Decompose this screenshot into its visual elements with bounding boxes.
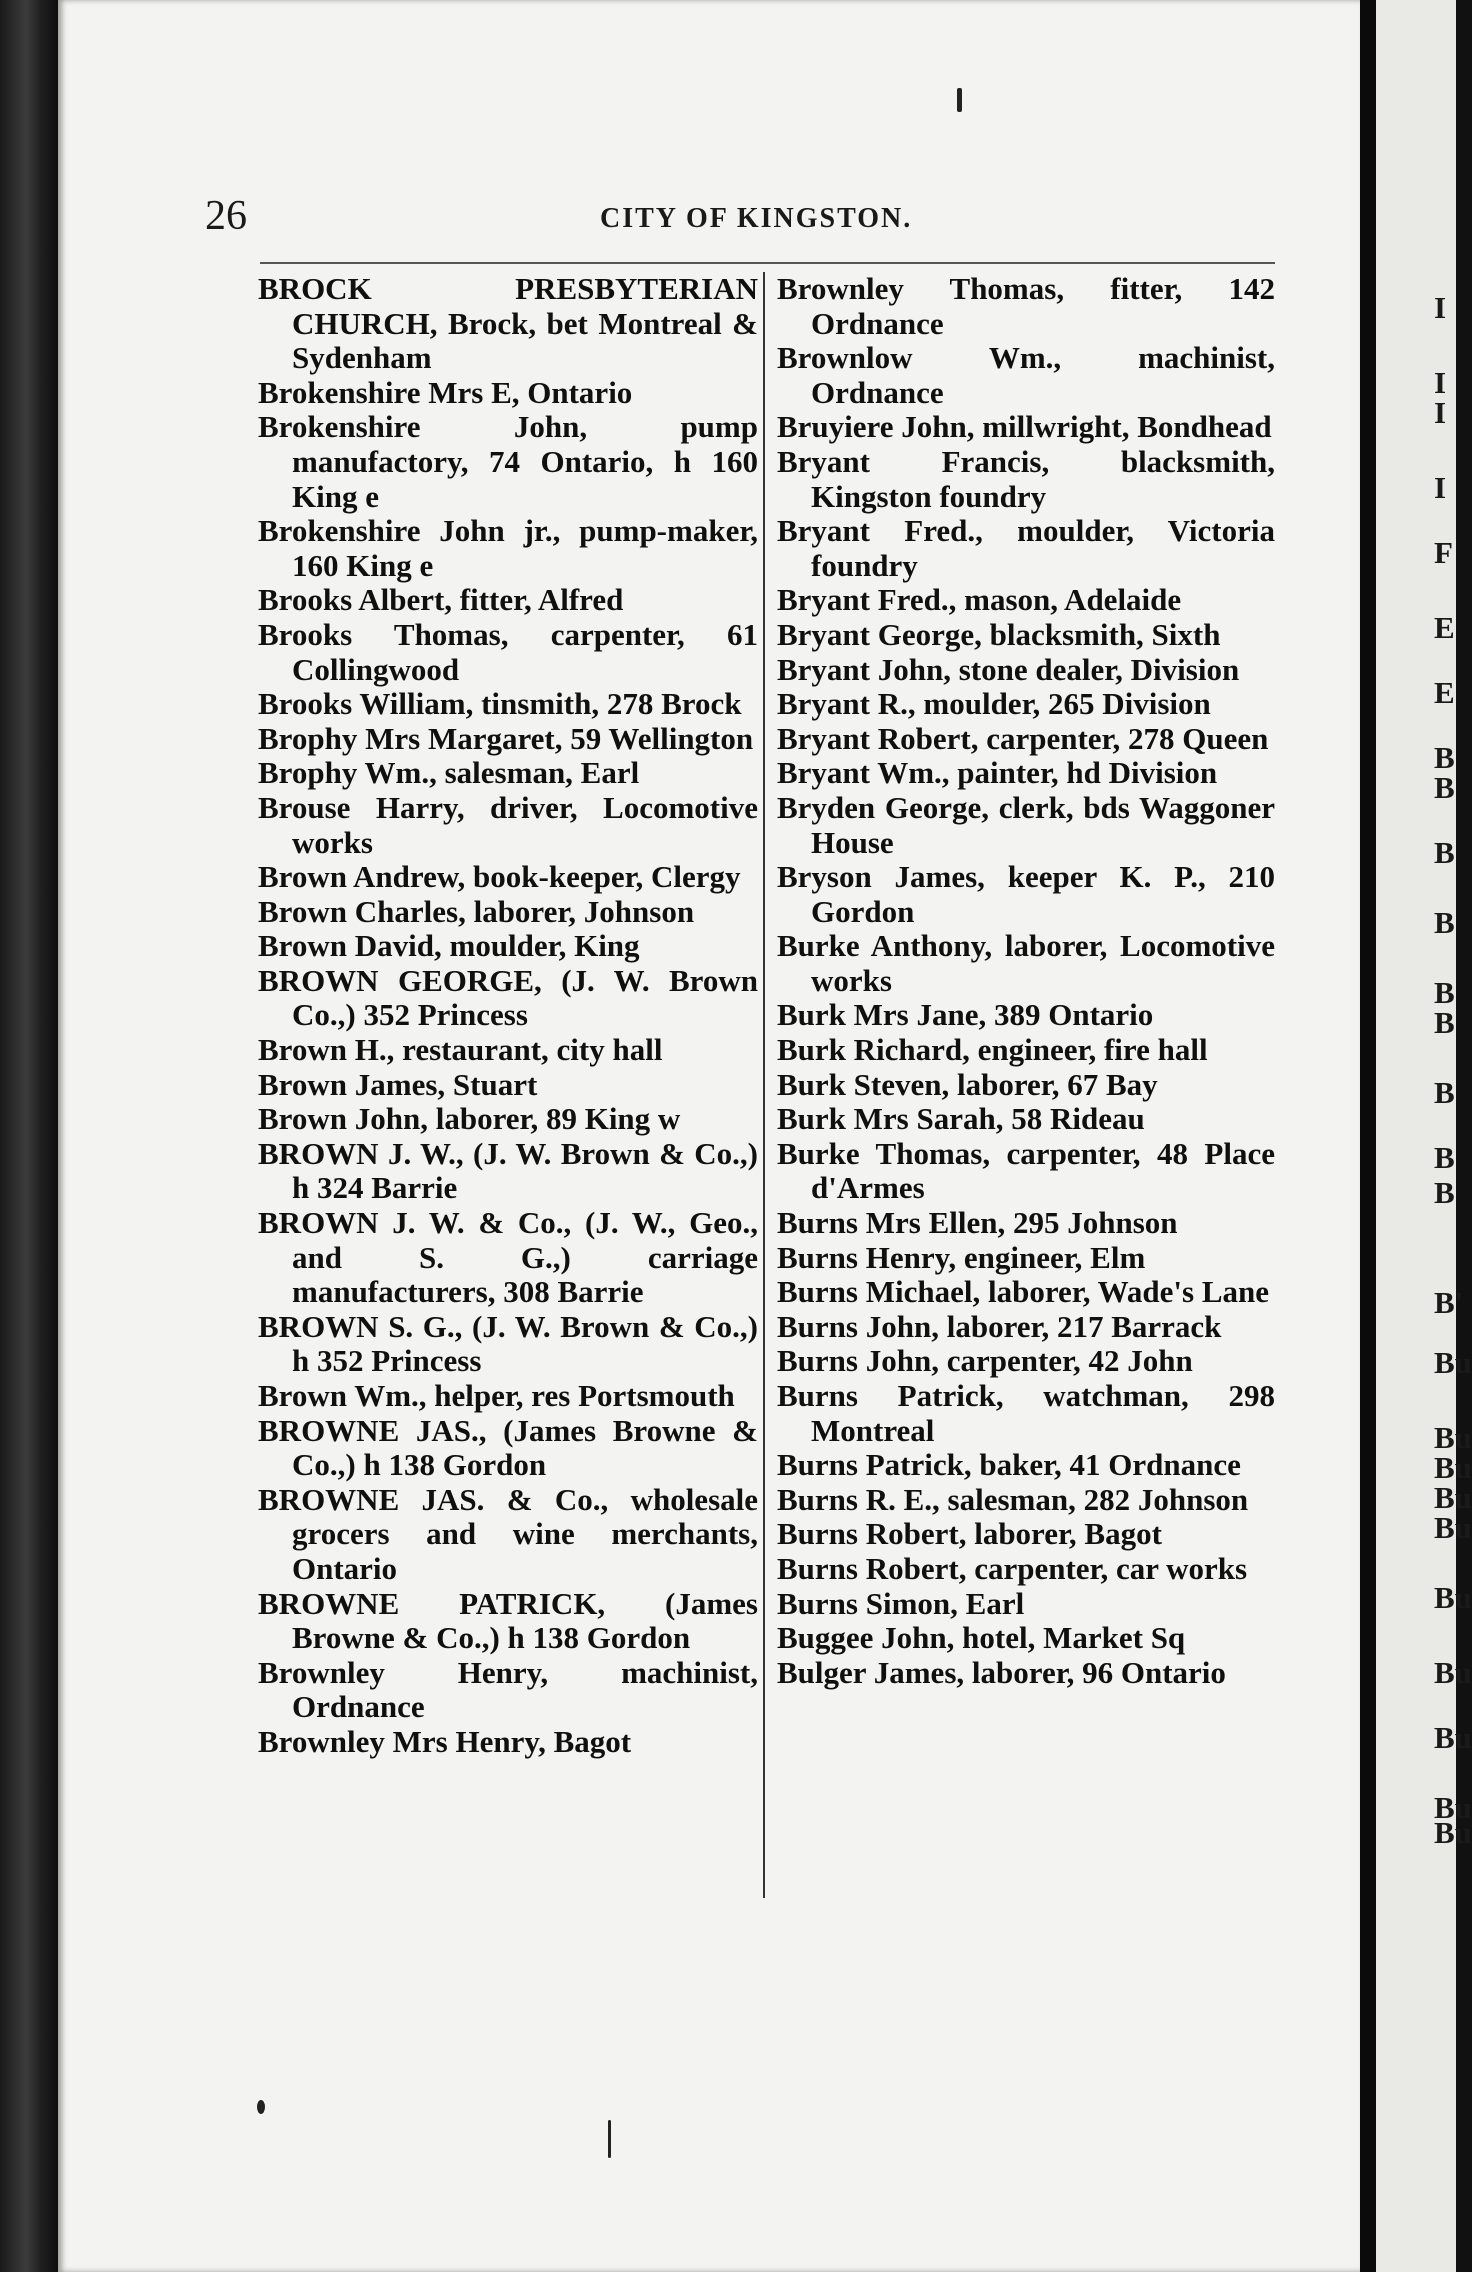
column-divider	[763, 272, 765, 1898]
adjacent-page-fragment: E	[1434, 675, 1455, 710]
directory-entry: Burk Steven, laborer, 67 Bay	[777, 1066, 1158, 1102]
scan-speck	[957, 88, 962, 112]
adjacent-page-fragment: E	[1434, 610, 1455, 645]
scan-speck	[608, 2120, 611, 2158]
adjacent-page-fragment: Bu	[1434, 1815, 1472, 1850]
directory-entry: Burns Patrick, watchman, 298 Montreal	[777, 1378, 1275, 1448]
directory-entry: Brown H., restaurant, city hall	[258, 1032, 663, 1068]
directory-entry: Brown Charles, laborer, Johnson	[258, 893, 695, 929]
directory-entry: Brokenshire John, pump manufactory, 74 Ontario, h 160 King e	[258, 409, 758, 514]
adjacent-page-fragment: Bu	[1434, 1420, 1472, 1455]
adjacent-page-fragment: B	[1434, 1005, 1455, 1040]
directory-entry: Bryant R., moulder, 265 Division	[777, 686, 1211, 722]
directory-entry: Brown Andrew, book-keeper, Clergy	[258, 859, 741, 895]
adjacent-page-fragment: Bu	[1434, 1480, 1472, 1515]
directory-entry: Burk Richard, engineer, fire hall	[777, 1032, 1208, 1068]
directory-entry: Brown James, Stuart	[258, 1066, 538, 1102]
directory-entry: Burns John, laborer, 217 Barrack	[777, 1308, 1222, 1344]
directory-entry: Burns Mrs Ellen, 295 Johnson	[777, 1205, 1178, 1241]
page-number: 26	[205, 193, 247, 239]
directory-entry: Bryden George, clerk, bds Waggoner House	[777, 789, 1275, 860]
directory-entry: Burk Mrs Sarah, 58 Rideau	[777, 1101, 1145, 1137]
directory-entry: Brooks Thomas, carpenter, 61 Collingwood	[258, 616, 758, 687]
directory-entry: BROWNE PATRICK, (James Browne & Co.,) h 138 Gordon	[258, 1585, 758, 1656]
directory-entry: Burns Robert, laborer, Bagot	[777, 1516, 1162, 1552]
directory-entry: Burns Robert, carpenter, car works	[777, 1550, 1248, 1586]
directory-entry: Bruyiere John, millwright, Bondhead	[777, 409, 1272, 445]
directory-entry: Bryant Wm., painter, hd Division	[777, 755, 1218, 791]
directory-entry: Bryant Robert, carpenter, 278 Queen	[777, 720, 1269, 756]
adjacent-page-fragment: Bu	[1434, 1580, 1472, 1615]
directory-entry: Brouse Harry, driver, Locomotive works	[258, 789, 758, 860]
adjacent-page-fragment: B	[1434, 835, 1455, 870]
header-rule	[260, 262, 1275, 264]
directory-entry: Bryant Fred., mason, Adelaide	[777, 582, 1182, 618]
directory-entry: Burns John, carpenter, 42 John	[777, 1343, 1193, 1379]
directory-entry: BROWNE JAS., (James Browne & Co.,) h 138 Gordon	[258, 1412, 758, 1483]
directory-entry: Bulger James, laborer, 96 Ontario	[777, 1654, 1226, 1690]
adjacent-page-fragment: Bu	[1434, 1720, 1472, 1755]
adjacent-page-fragment: Bu	[1434, 1790, 1472, 1825]
directory-entry: Burns Simon, Earl	[777, 1585, 1025, 1621]
directory-entry: Burke Thomas, carpenter, 48 Place d'Armes	[777, 1135, 1275, 1206]
adjacent-page-fragment: I	[1434, 365, 1447, 400]
adjacent-page-fragment: B	[1434, 1175, 1455, 1210]
directory-entry: Brown John, laborer, 89 King w	[258, 1101, 681, 1137]
directory-entry: Brokenshire John jr., pump-maker, 160 King e	[258, 513, 758, 583]
adjacent-page-fragment: B	[1434, 975, 1455, 1010]
directory-entry: Burke Anthony, laborer, Locomotive works	[777, 928, 1275, 998]
directory-entry: BROWN J. W., (J. W. Brown & Co.,) h 324 Barrie	[258, 1135, 758, 1206]
adjacent-page-fragment: I	[1434, 470, 1447, 505]
directory-entry: Brownley Henry, machinist, Ordnance	[258, 1654, 758, 1725]
directory-entry: Bryson James, keeper K. P., 210 Gordon	[777, 859, 1275, 929]
adjacent-page-fragment: B	[1434, 740, 1455, 775]
running-head: CITY OF KINGSTON.	[600, 203, 913, 234]
directory-entry: Brownley Mrs Henry, Bagot	[258, 1723, 632, 1759]
directory-entry: Burns R. E., salesman, 282 Johnson	[777, 1481, 1249, 1517]
directory-entry: Brooks Albert, fitter, Alfred	[258, 582, 624, 618]
directory-entry: Brownlow Wm., machinist, Ordnance	[777, 340, 1275, 410]
directory-entry: Burns Patrick, baker, 41 Ordnance	[777, 1447, 1241, 1483]
directory-entry: Brown David, moulder, King	[258, 928, 640, 964]
directory-entry: Burns Henry, engineer, Elm	[777, 1239, 1146, 1275]
adjacent-page-fragment: I	[1434, 290, 1447, 325]
directory-entry: Bryant John, stone dealer, Division	[777, 651, 1240, 687]
directory-entry: Brooks William, tinsmith, 278 Brock	[258, 686, 742, 722]
adjacent-page-fragment: Bu	[1434, 1450, 1472, 1485]
adjacent-page-fragment: B	[1434, 905, 1455, 940]
scan-speck	[257, 2100, 265, 2114]
directory-entry: Brokenshire Mrs E, Ontario	[258, 374, 633, 410]
directory-entry: Brown Wm., helper, res Portsmouth	[258, 1378, 735, 1413]
directory-entry: Brophy Mrs Margaret, 59 Wellington	[258, 720, 754, 756]
book-spine-edge	[0, 0, 58, 2272]
directory-entry: BROWN J. W. & Co., (J. W., Geo., and S. G.,) carriage manufacturers, 308 Barrie	[258, 1205, 758, 1310]
directory-entry: Burns Michael, laborer, Wade's Lane	[777, 1274, 1270, 1310]
directory-entry: BROCK PRESBYTERIAN CHURCH, Brock, bet Montreal & Sydenham	[258, 271, 758, 376]
directory-entry: Bryant Francis, blacksmith, Kingston foundry	[777, 443, 1275, 514]
adjacent-page-edge	[1376, 0, 1472, 2272]
adjacent-page-fragment: Bu	[1434, 1510, 1472, 1545]
directory-entry: Brophy Wm., salesman, Earl	[258, 755, 640, 791]
adjacent-page-fragment: I	[1434, 395, 1447, 430]
directory-entry: Bryant Fred., moulder, Victoria foundry	[777, 513, 1275, 583]
directory-entry: BROWN GEORGE, (J. W. Brown Co.,) 352 Princess	[258, 962, 758, 1033]
directory-entry: Buggee John, hotel, Market Sq	[777, 1620, 1186, 1656]
right-column	[777, 272, 1275, 1690]
adjacent-page-fragment: Bu	[1434, 1655, 1472, 1690]
directory-entry: BROWN S. G., (J. W. Brown & Co.,) h 352 Princess	[258, 1308, 758, 1379]
directory-entry: BROWNE JAS. & Co., wholesale grocers and wine merchants, Ontario	[258, 1481, 758, 1586]
adjacent-page-fragment: B	[1434, 1075, 1455, 1110]
adjacent-page-fragment: F	[1434, 535, 1453, 570]
adjacent-page-fragment: B	[1434, 770, 1455, 805]
directory-entry: Burk Mrs Jane, 389 Ontario	[777, 997, 1154, 1033]
adjacent-page-fragment: B'	[1434, 1285, 1464, 1320]
directory-entry: Brownley Thomas, fitter, 142 Ordnance	[777, 271, 1275, 341]
page-gutter	[1360, 0, 1376, 2272]
adjacent-page-fragment: B	[1434, 1140, 1455, 1175]
directory-entry: Bryant George, blacksmith, Sixth	[777, 616, 1221, 652]
left-column	[258, 272, 758, 1760]
adjacent-page-fragment: Bu	[1434, 1345, 1472, 1380]
